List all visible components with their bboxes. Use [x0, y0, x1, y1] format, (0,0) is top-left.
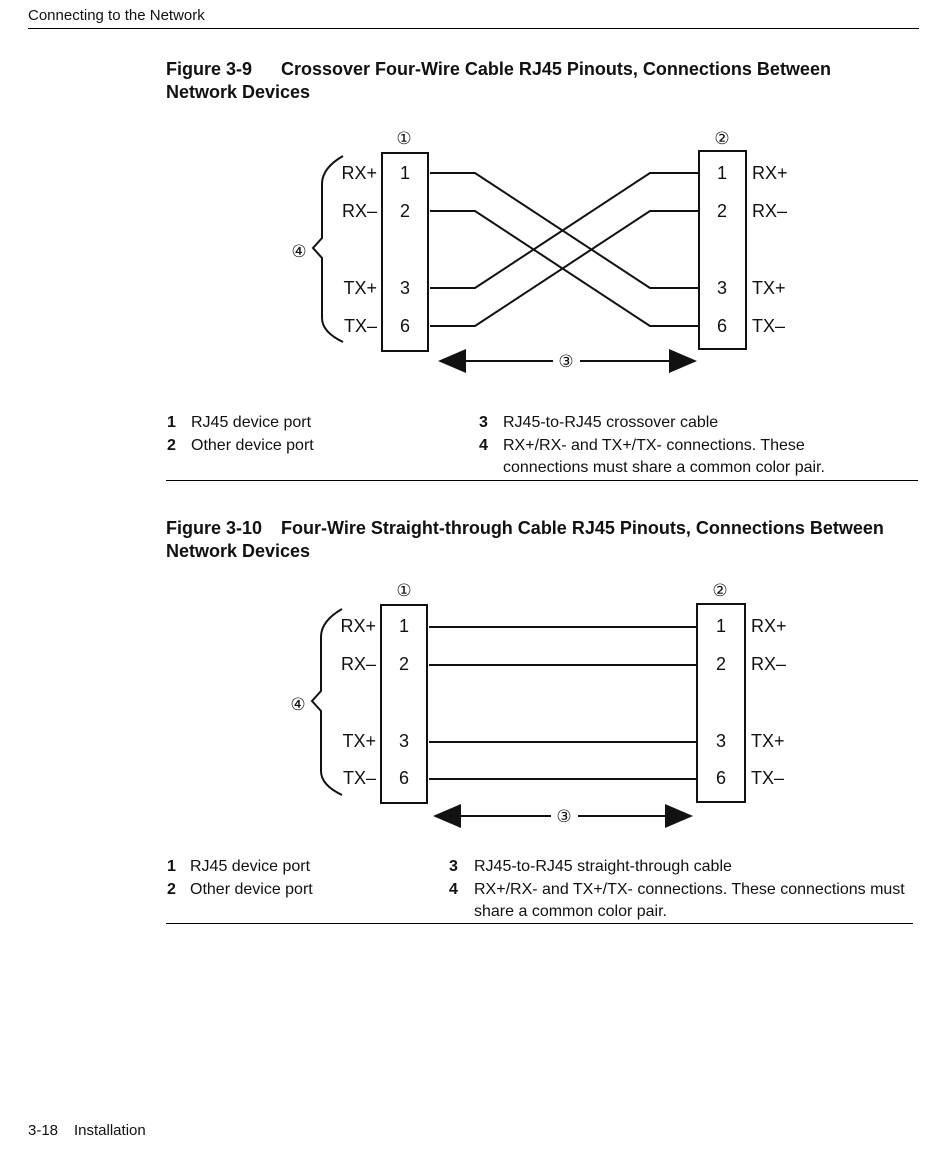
- legend-item-3: [449, 856, 909, 878]
- figure-number: Figure 3-10: [166, 518, 263, 538]
- right-pin-2: 2: [715, 654, 727, 674]
- left-signal-tx-plus: TX+: [343, 278, 377, 298]
- arrowhead-right-icon: [669, 349, 697, 373]
- arrowhead-right-icon: [665, 804, 693, 828]
- legend-text: RX+/RX- and TX+/TX- connections. These connections must share a common color pair.: [503, 437, 825, 476]
- page-number: 3-18: [28, 1122, 59, 1139]
- right-pin-3: 3: [716, 278, 728, 298]
- legend-number: 3: [479, 414, 488, 431]
- legend-item-1: [167, 412, 467, 434]
- legend-text: RJ45-to-RJ45 crossover cable: [503, 414, 719, 431]
- legend-number: 1: [167, 414, 176, 431]
- right-signal-tx-plus: TX+: [752, 278, 786, 298]
- legend-number: 3: [449, 858, 458, 875]
- page-footer: [28, 1122, 146, 1139]
- figure-3-10-title: [166, 517, 886, 563]
- legend-rule: [166, 923, 913, 924]
- arrowhead-left-icon: [438, 349, 466, 373]
- crossover-pinout-diagram: [0, 120, 950, 380]
- legend-item-2: [167, 879, 437, 901]
- right-signal-rx-plus: RX+: [752, 163, 788, 183]
- right-signal-rx-minus: RX–: [752, 201, 788, 221]
- left-pin-6: 6: [399, 316, 411, 336]
- right-pin-1: 1: [716, 163, 728, 183]
- callout-port-1: ①: [396, 129, 412, 148]
- straight-through-wires: [429, 627, 696, 779]
- legend-text: RJ45 device port: [190, 858, 311, 875]
- legend-item-2: [167, 435, 467, 457]
- left-signal-rx-minus: RX–: [340, 654, 376, 674]
- left-signal-rx-plus: RX+: [341, 163, 377, 183]
- legend-text: RJ45 device port: [191, 414, 312, 431]
- figure-caption: Crossover Four-Wire Cable RJ45 Pinouts, Connections Between Network Devices: [166, 59, 831, 102]
- legend-text: Other device port: [190, 881, 313, 898]
- group-brace: [312, 609, 342, 795]
- legend-item-3: [479, 412, 879, 434]
- header-rule: [28, 28, 919, 29]
- right-pin-6: 6: [716, 316, 728, 336]
- left-pin-1: 1: [399, 163, 411, 183]
- left-signal-rx-minus: RX–: [341, 201, 377, 221]
- left-signal-tx-plus: TX+: [342, 731, 376, 751]
- left-pin-2: 2: [398, 654, 410, 674]
- wire-6-to-2: [430, 211, 698, 326]
- figure-3-9-title: [166, 58, 886, 104]
- legend-item-4: [449, 879, 909, 923]
- left-pin-3: 3: [398, 731, 410, 751]
- wire-3-to-1: [430, 173, 698, 288]
- group-brace: [313, 156, 343, 342]
- legend-rule: [166, 480, 918, 481]
- left-signal-tx-minus: TX–: [342, 768, 376, 788]
- left-pin-1: 1: [398, 616, 410, 636]
- callout-port-2: ②: [714, 129, 730, 148]
- left-signal-rx-plus: RX+: [340, 616, 376, 636]
- legend-text: RX+/RX- and TX+/TX- connections. These connections must share a common color pair.: [474, 881, 905, 920]
- right-pin-6: 6: [715, 768, 727, 788]
- left-pin-2: 2: [399, 201, 411, 221]
- left-pin-6: 6: [398, 768, 410, 788]
- legend-number: 1: [167, 858, 176, 875]
- callout-cable: ③: [556, 807, 572, 826]
- legend-number: 4: [479, 437, 488, 454]
- callout-cable: ③: [558, 352, 574, 371]
- straight-through-pinout-diagram: [0, 573, 950, 833]
- right-signal-tx-minus: TX–: [752, 316, 786, 336]
- right-signal-rx-plus: RX+: [751, 616, 787, 636]
- crossover-wires: [430, 173, 698, 326]
- footer-section: Installation: [74, 1122, 146, 1139]
- right-signal-rx-minus: RX–: [751, 654, 787, 674]
- callout-port-2: ②: [712, 581, 728, 600]
- legend-item-1: [167, 856, 437, 878]
- figure-caption: Four-Wire Straight-through Cable RJ45 Pinouts, Connections Between Network Devices: [166, 518, 884, 561]
- right-pin-3: 3: [715, 731, 727, 751]
- legend-text: Other device port: [191, 437, 314, 454]
- legend-item-4: [479, 435, 879, 479]
- left-signal-tx-minus: TX–: [343, 316, 377, 336]
- legend-text: RJ45-to-RJ45 straight-through cable: [474, 858, 732, 875]
- right-signal-tx-plus: TX+: [751, 731, 785, 751]
- right-pin-2: 2: [716, 201, 728, 221]
- callout-group: ④: [290, 695, 306, 714]
- right-signal-tx-minus: TX–: [751, 768, 785, 788]
- callout-group: ④: [291, 242, 307, 261]
- legend-number: 4: [449, 881, 458, 898]
- left-pin-3: 3: [399, 278, 411, 298]
- legend-number: 2: [167, 881, 176, 898]
- callout-port-1: ①: [396, 581, 412, 600]
- running-header: Connecting to the Network: [28, 7, 205, 24]
- figure-number: Figure 3-9: [166, 59, 253, 79]
- legend-number: 2: [167, 437, 176, 454]
- right-pin-1: 1: [715, 616, 727, 636]
- arrowhead-left-icon: [433, 804, 461, 828]
